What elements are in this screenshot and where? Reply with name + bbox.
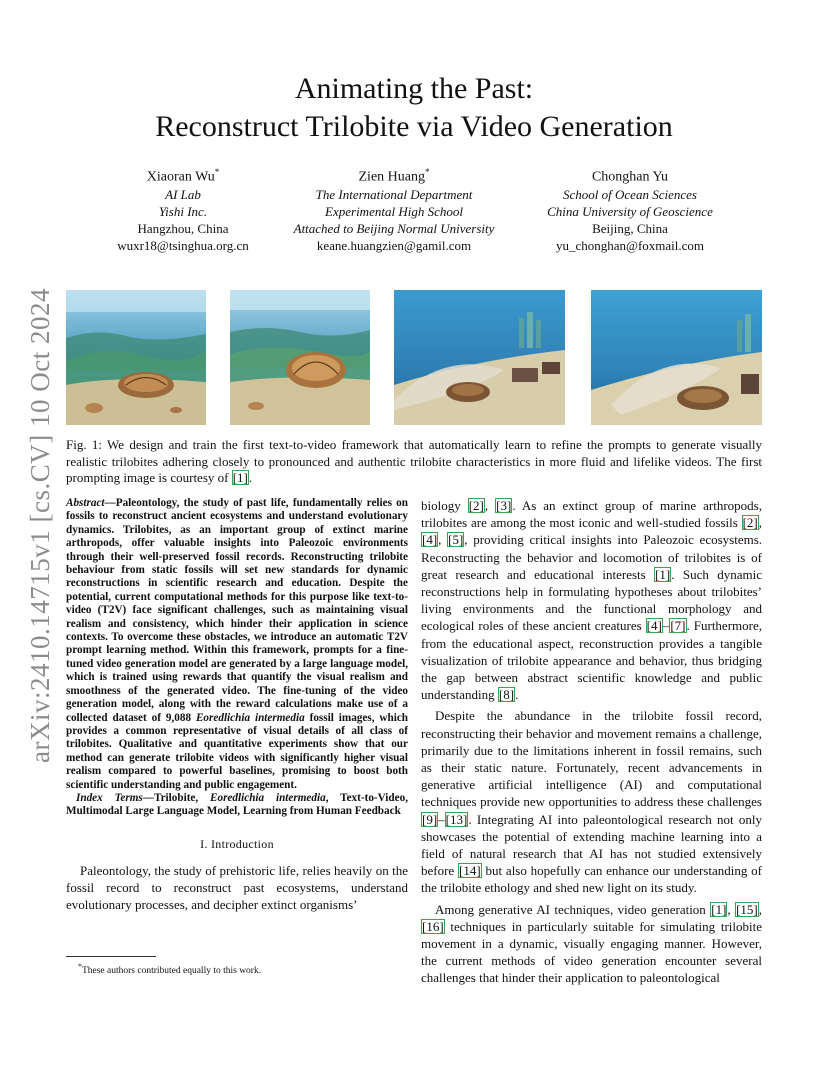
author-block xyxy=(0,164,828,254)
footnote-rule xyxy=(66,956,156,957)
author-3 xyxy=(530,164,730,254)
arxiv-identifier-stamp xyxy=(14,287,66,763)
body-paragraph: Among generative AI techniques, video generation [1], [15], [16] techniques in particularly suitable for simulating trilobite movement in a dynamic, visually engaging manner. However, the current methods of video generation encounter several challenges that hinder their application to paleontological xyxy=(421,901,762,986)
footnote: *These authors contributed equally to this work. xyxy=(78,962,262,977)
citation-link[interactable]: [1] xyxy=(655,566,671,582)
citation-link[interactable]: [7] xyxy=(670,618,686,634)
author-1 xyxy=(88,164,278,254)
trilobite-scene-image xyxy=(230,290,370,425)
introduction-paragraph: Paleontology, the study of prehistoric life, relies heavily on the fossil record to reconstruct past ecosystems, understand evolutionary processes, and decipher extinct organisms’ xyxy=(66,862,408,913)
author-name: Zien Huang* xyxy=(358,167,430,185)
citation-link[interactable]: [4] xyxy=(646,618,662,634)
author-affiliation: The International Department xyxy=(315,186,473,202)
citation-link[interactable]: [1] xyxy=(232,470,248,485)
citation-link[interactable]: [9] xyxy=(422,811,438,827)
citation-link[interactable]: [1] xyxy=(711,901,727,917)
video-frame-3 xyxy=(394,290,565,425)
right-column xyxy=(421,497,762,987)
trilobite-scene-image xyxy=(66,290,206,425)
citation-link[interactable]: [14] xyxy=(459,863,481,879)
author-affiliation: School of Ocean Sciences xyxy=(563,186,697,202)
author-name: Xiaoran Wu* xyxy=(146,167,220,185)
citation-link[interactable]: [16] xyxy=(422,918,444,934)
author-affiliation: Experimental High School xyxy=(325,203,463,219)
citation-link[interactable]: [2] xyxy=(742,515,758,531)
paper-title xyxy=(0,70,828,146)
citation-link[interactable]: [4] xyxy=(422,532,438,548)
video-frame-1 xyxy=(66,290,206,425)
author-affiliation: China University of Geoscience xyxy=(547,203,713,219)
body-paragraph: Despite the abundance in the trilobite fossil record, reconstructing their behavior and movement remains a challenge, primarily due to the limitations inherent in fossil remains, such as their static nature. Fortunately, recent advancements in generative artificial intelligence (AI) and computational techniques provide new opportunities to address these challenges [9]–[13]. Integrating AI into paleontological research not only showcases the potential of extending machine learning into a field of natural research that AI has not studied extensively before [14] but also hopefully can enhance our understanding of the trilobite ethology and shed new light on its study. xyxy=(421,708,762,896)
author-email: keane.huangzien@gamil.com xyxy=(316,237,472,253)
paper-title-line-2: Reconstruct Trilobite via Video Generation xyxy=(155,110,673,143)
figure-1-video-frames xyxy=(66,290,762,425)
citation-link[interactable]: [3] xyxy=(496,498,512,513)
author-affiliation: Yishi Inc. xyxy=(158,203,208,219)
author-affiliation: Attached to Beijing Normal University xyxy=(293,220,495,236)
citation-link[interactable]: [13] xyxy=(445,811,468,827)
author-email: yu_chonghan@foxmail.com xyxy=(555,237,705,253)
citation-link[interactable]: [5] xyxy=(448,532,464,548)
index-terms: Index Terms—Trilobite, Eoredlichia intermedia, Text-to-Video, Multimodal Large Language Model, Learning from Human Feedback xyxy=(66,791,408,818)
paper-title-line-1: Animating the Past: xyxy=(294,72,534,105)
trilobite-scene-image xyxy=(591,290,762,425)
section-heading-introduction: I. Introduction xyxy=(200,836,274,851)
author-location: Hangzhou, China xyxy=(137,220,229,236)
arxiv-identifier-text: arXiv:2410.14715v1 [cs.CV] 10 Oct 2024 xyxy=(24,287,55,763)
video-frame-4 xyxy=(591,290,762,425)
author-location: Beijing, China xyxy=(592,220,668,236)
citation-link[interactable]: [2] xyxy=(468,498,484,513)
trilobite-scene-image xyxy=(394,290,565,425)
left-column xyxy=(66,497,408,913)
abstract: Abstract—Paleontology, the study of past life, fundamentally relies on fossils to reconstruct ancient ecosystems and understand evolutionary dynamics. Trilobites, as an important group of extinct marine arthropods, offer valuable insights into Paleozoic environments through their well-preserved fossil records. Reconstructing trilobite behaviour from static fossils will set new standards for dynamic reconstructions in scientific research and education. Despite the potential, current computational methods for this purpose like text-to-video (T2V) face significant challenges, such as maintaining visual realism and consistency, which hinder their application in science contexts. To overcome these obstacles, we introduce an automatic T2V prompt learning method. Within this framework, prompts for a fine-tuned video generation model are generated by a large language model, which is trained using rewards that quantify the visual realism and smoothness of the generated video. The fine-tuning of the video generation model, along with the reward calculations make use of a collected dataset of 9,088 Eoredlichia intermedia fossil images, which provides a common representative of visual details of all class of trilobites. Qualitative and quantitative experiments show that our method can generate trilobite videos with significantly higher visual realism compared to powerful baselines, promising to boost both scientific understanding and public engagement. xyxy=(66,497,409,791)
video-frame-2 xyxy=(230,290,370,425)
body-paragraph: biology [2], [3]. As an extinct group of marine arthropods, trilobites are among the most iconic and well-studied fossils [2], [4], [5], providing critical insights into Paleozoic ecosystems. Reconstructing the behavior and locomotion of trilobites is of great research and educational interests [1]. Such dynamic reconstructions help in formulating hypotheses about trilobites’ living environments and the functional morphology and ecological roles of these ancient creatures [4]–[7]. Furthermore, from the educational aspect, reconstruction provides a tangible visualization of trilobite appearance and behavior, thus bridging the gap between abstract scientific knowledge and public understanding [8]. xyxy=(421,498,763,703)
author-name: Chonghan Yu xyxy=(591,169,669,185)
author-email: wuxr18@tsinghua.org.cn xyxy=(117,237,249,253)
author-2 xyxy=(279,164,509,254)
citation-link[interactable]: [15] xyxy=(736,901,758,917)
author-affiliation: AI Lab xyxy=(165,186,201,202)
citation-link[interactable]: [8] xyxy=(498,687,515,703)
figure-1-caption: Fig. 1: We design and train the first text-to-video framework that automatically learn to refine the prompts to generate visually realistic trilobites adhering closely to pronounced and authentic trilobite characteristics in more fluid and lifelike videos. The first prompting image is courtesy of [1]. xyxy=(66,437,762,485)
